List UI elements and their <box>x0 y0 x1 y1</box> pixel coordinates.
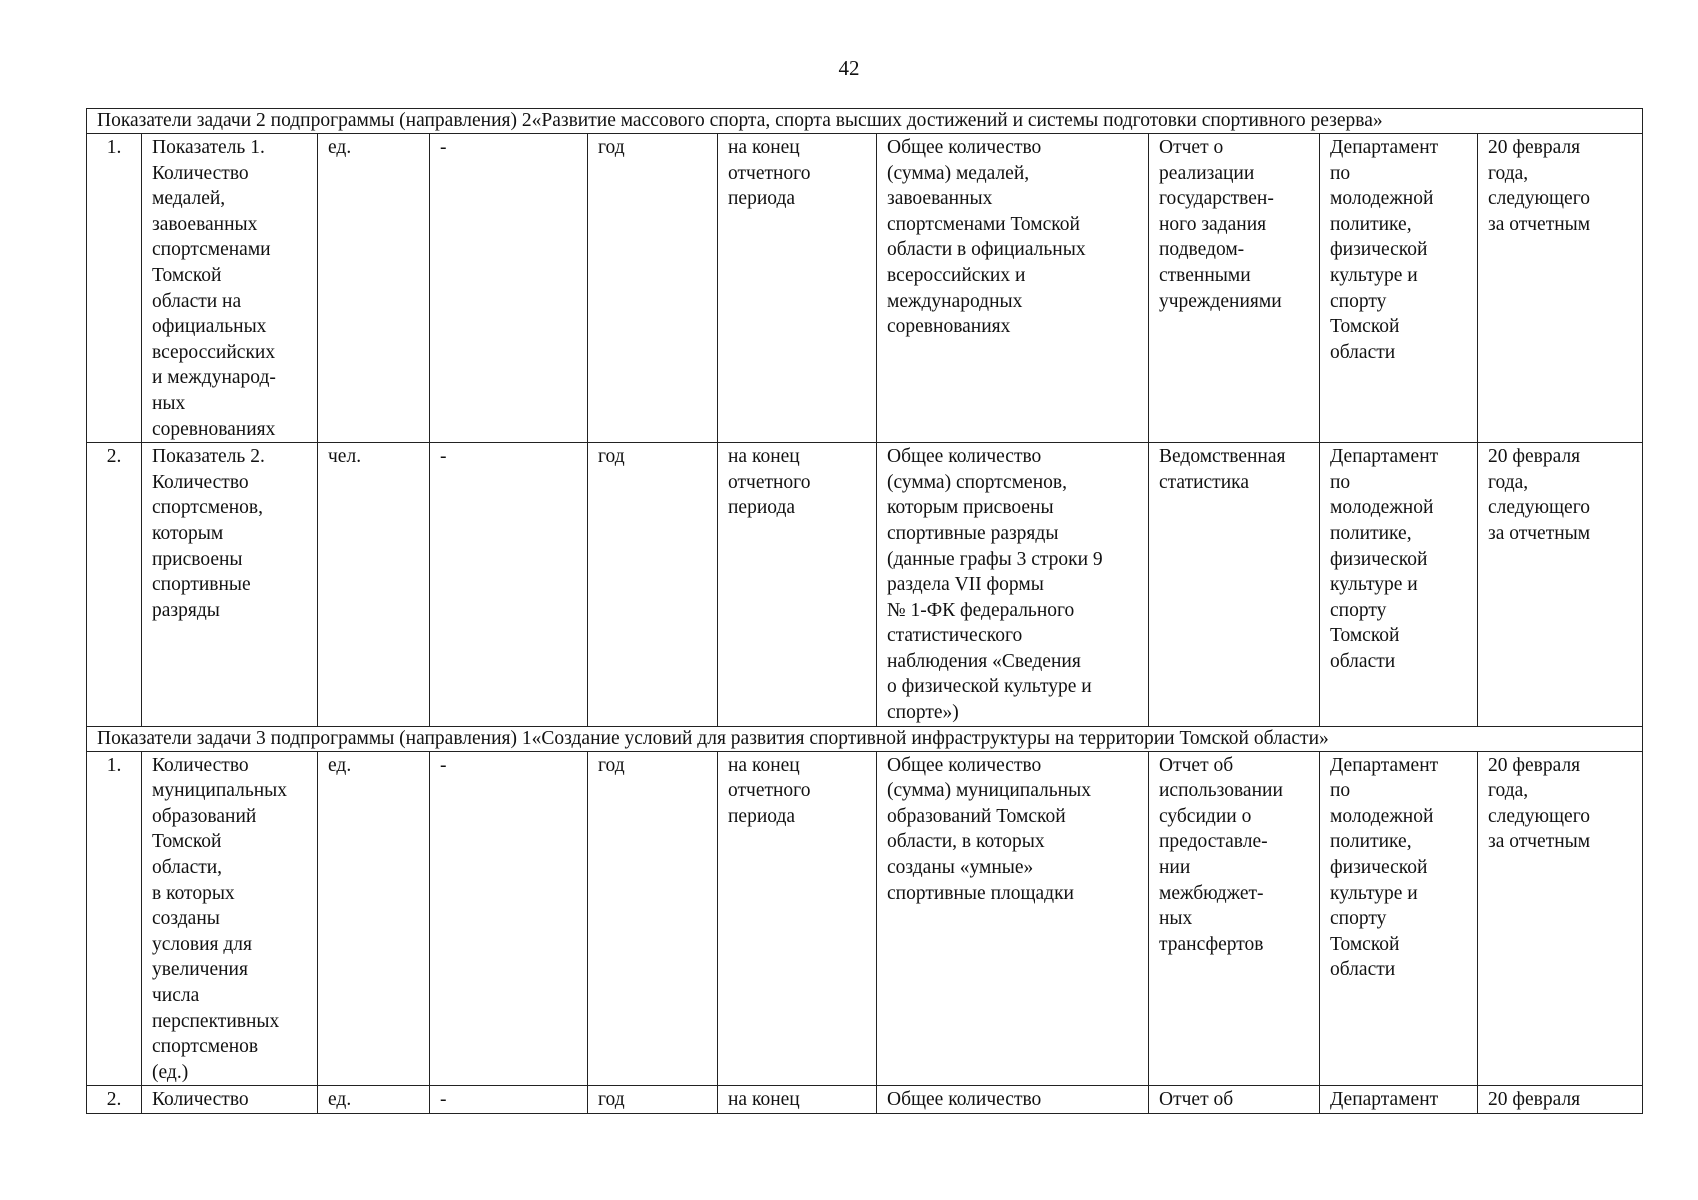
dash-cell: - <box>430 1086 588 1114</box>
deadline-cell: 20 февраля года, следующего за отчетным <box>1478 751 1643 1086</box>
responsible-cell: Департамент по молодежной политике, физической культуре и спорту Томской области <box>1320 443 1478 727</box>
row-number: 1. <box>87 134 142 443</box>
time-cell: на конец отчетного периода <box>718 751 877 1086</box>
row-number: 1. <box>87 751 142 1086</box>
indicators-table-body <box>87 109 1643 1114</box>
source-cell: Ведомственная статистика <box>1149 443 1320 727</box>
deadline-cell: 20 февраля года, следующего за отчетным <box>1478 443 1643 727</box>
row-number: 2. <box>87 1086 142 1114</box>
source-cell: Отчет об <box>1149 1086 1320 1114</box>
indicator-name: Показатель 2. Количество спортсменов, которым присвоены спортивные разряды <box>142 443 318 727</box>
period-cell: год <box>588 751 718 1086</box>
responsible-cell: Департамент по молодежной политике, физической культуре и спорту Томской области <box>1320 751 1478 1086</box>
unit-cell: ед. <box>318 751 430 1086</box>
table-row <box>87 751 1643 1086</box>
section-title: Показатели задачи 2 подпрограммы (направления) 2«Развитие массового спорта, спорта высших достижений и системы подготовки спортивного резерва» <box>87 109 1643 134</box>
period-cell: год <box>588 1086 718 1114</box>
definition-cell: Общее количество <box>877 1086 1149 1114</box>
definition-cell: Общее количество (сумма) медалей, завоеванных спортсменами Томской области в официальных всероссийских и международных соревнованиях <box>877 134 1149 443</box>
definition-cell: Общее количество (сумма) муниципальных образований Томской области, в которых созданы «умные» спортивные площадки <box>877 751 1149 1086</box>
time-cell: на конец <box>718 1086 877 1114</box>
deadline-cell: 20 февраля года, следующего за отчетным <box>1478 134 1643 443</box>
deadline-cell: 20 февраля <box>1478 1086 1643 1114</box>
responsible-cell: Департамент <box>1320 1086 1478 1114</box>
dash-cell: - <box>430 134 588 443</box>
time-cell: на конец отчетного периода <box>718 443 877 727</box>
indicators-table <box>86 108 1643 1114</box>
period-cell: год <box>588 134 718 443</box>
page-number: 42 <box>838 56 860 80</box>
table-row <box>87 1086 1643 1114</box>
section-header-row <box>87 726 1643 751</box>
indicator-name: Количество муниципальных образований Томской области, в которых созданы условия для увеличения числа перспективных спортсменов (ед.) <box>142 751 318 1086</box>
section-title: Показатели задачи 3 подпрограммы (направления) 1«Создание условий для развития спортивной инфраструктуры на территории Томской области» <box>87 726 1643 751</box>
source-cell: Отчет о реализации государствен- ного задания подведом- ственными учреждениями <box>1149 134 1320 443</box>
indicator-name: Показатель 1. Количество медалей, завоеванных спортсменами Томской области на официальных всероссийских и международ- ных соревнованиях <box>142 134 318 443</box>
table-row <box>87 443 1643 727</box>
indicator-name: Количество <box>142 1086 318 1114</box>
section-header-row <box>87 109 1643 134</box>
dash-cell: - <box>430 443 588 727</box>
source-cell: Отчет об использовании субсидии о предоставле- нии межбюджет- ных трансфертов <box>1149 751 1320 1086</box>
responsible-cell: Департамент по молодежной политике, физической культуре и спорту Томской области <box>1320 134 1478 443</box>
time-cell: на конец отчетного периода <box>718 134 877 443</box>
definition-cell: Общее количество (сумма) спортсменов, которым присвоены спортивные разряды (данные графы 3 строки 9 раздела VII формы № 1-ФК федерального статистического наблюдения «Сведения о физической культуре и спорте») <box>877 443 1149 727</box>
period-cell: год <box>588 443 718 727</box>
unit-cell: ед. <box>318 1086 430 1114</box>
dash-cell: - <box>430 751 588 1086</box>
row-number: 2. <box>87 443 142 727</box>
table-row <box>87 134 1643 443</box>
unit-cell: чел. <box>318 443 430 727</box>
unit-cell: ед. <box>318 134 430 443</box>
